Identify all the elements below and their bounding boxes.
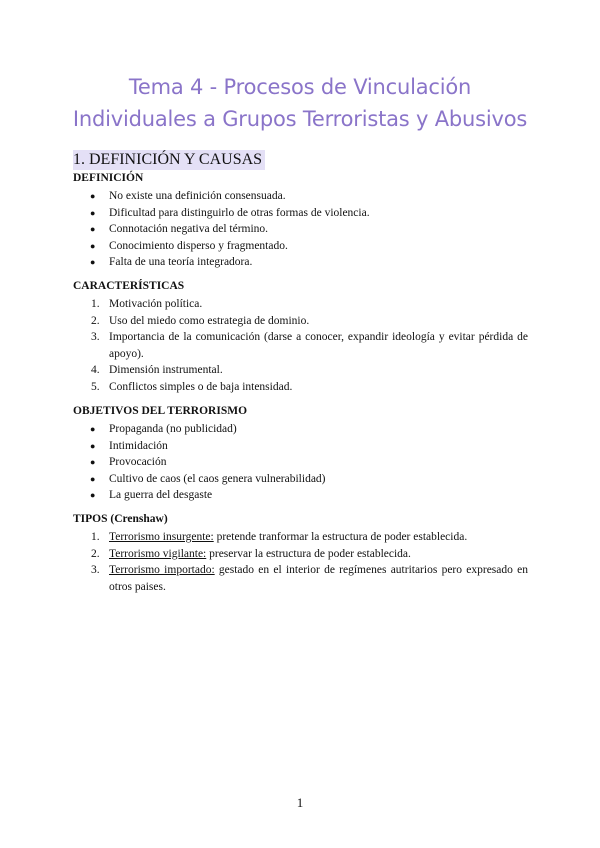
objetivos-list xyxy=(73,421,528,504)
list-item: ● Dificultad para distinguirlo de otras formas de violencia. xyxy=(73,205,528,222)
title-line-2: Individuales a Grupos Terroristas y Abusivos xyxy=(72,107,528,131)
bullet-icon: ● xyxy=(90,257,96,267)
bullet-icon: ● xyxy=(90,440,96,451)
title-line-1: Tema 4 - Procesos de Vinculación xyxy=(128,75,472,99)
list-item: ● Cultivo de caos (el caos genera vulnerabilidad) xyxy=(73,471,528,488)
list-item: ● No existe una definición consensuada. xyxy=(73,188,528,205)
definicion-block xyxy=(73,170,528,271)
bullet-icon: ● xyxy=(90,490,96,500)
list-item: 2. Uso del miedo como estrategia de dominio. xyxy=(91,314,310,327)
term-label: Terrorismo importado: xyxy=(109,564,215,576)
list-item: 2. Terrorismo vigilante: preservar la estructura de poder establecida. xyxy=(91,547,411,560)
objetivos-heading: OBJETIVOS DEL TERRORISMO xyxy=(73,405,248,417)
bullet-icon: ● xyxy=(90,240,96,251)
list-item: ● Conocimiento disperso y fragmentado. xyxy=(73,238,528,255)
list-item: 3. Importancia de la comunicación (darse a conocer, expandir ideología y evitar pérdida de apoyo). xyxy=(91,331,528,360)
bullet-icon: ● xyxy=(90,473,96,484)
bullet-icon: ● xyxy=(90,191,96,201)
bullet-icon: ● xyxy=(90,224,96,234)
list-item: ● Propaganda (no publicidad) xyxy=(73,421,528,438)
list-item: 1. Motivación política. xyxy=(91,298,203,310)
definicion-list xyxy=(73,188,528,271)
list-item: ● Falta de una teoría integradora. xyxy=(73,254,528,271)
tipos-block xyxy=(73,511,528,595)
section-heading: 1. DEFINICIÓN Y CAUSAS xyxy=(73,150,265,170)
list-item: ● Connotación negativa del término. xyxy=(73,221,528,238)
tipos-list xyxy=(73,529,528,595)
list-item: 4. Dimensión instrumental. xyxy=(91,364,223,376)
term-label: Terrorismo insurgente: xyxy=(109,531,214,543)
list-item: ● Provocación xyxy=(73,454,528,471)
page-number: 1 xyxy=(296,795,304,810)
objetivos-block xyxy=(73,403,528,504)
caracteristicas-list xyxy=(73,296,528,395)
list-item: ● Intimidación xyxy=(73,438,528,455)
bullet-icon: ● xyxy=(90,457,96,467)
list-item: 1. Terrorismo insurgente: pretende tranformar la estructura de poder establecida. xyxy=(91,531,468,543)
bullet-icon: ● xyxy=(90,207,96,218)
list-item: 5. Conflictos simples o de baja intensidad. xyxy=(91,380,293,393)
caracteristicas-block xyxy=(73,278,528,395)
tipos-heading: TIPOS (Crenshaw) xyxy=(73,513,168,525)
definicion-heading: DEFINICIÓN xyxy=(73,172,144,184)
list-item: 3. Terrorismo importado: gestado en el interior de regímenes autritarios pero expresado en otros paises. xyxy=(91,564,528,593)
term-label: Terrorismo vigilante: xyxy=(109,547,207,560)
caracteristicas-heading: CARACTERÍSTICAS xyxy=(73,280,185,292)
bullet-icon: ● xyxy=(90,424,96,434)
list-item: ● La guerra del desgaste xyxy=(73,487,528,504)
